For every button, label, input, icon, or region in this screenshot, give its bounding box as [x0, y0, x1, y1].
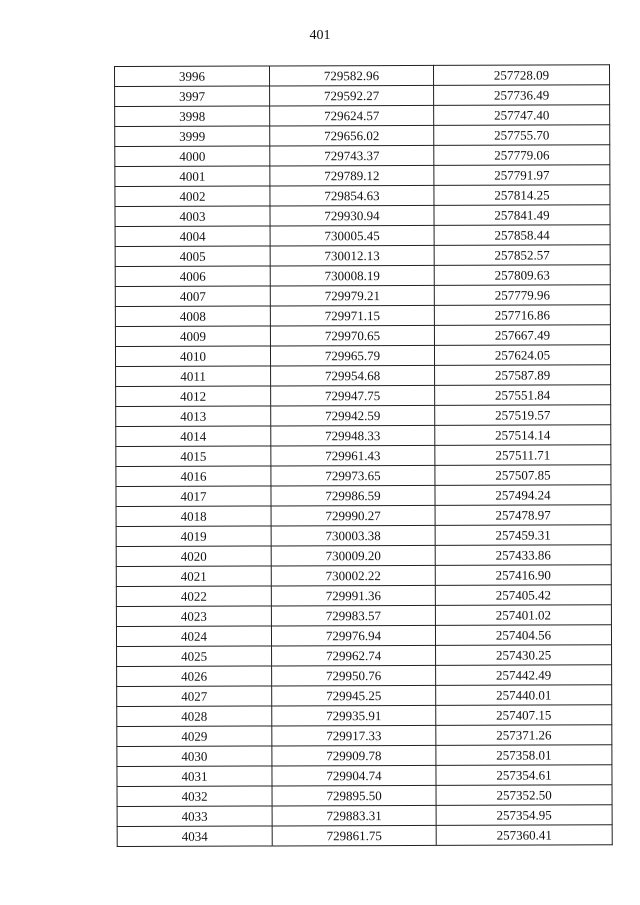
- table-row: [116, 565, 611, 587]
- y-coordinate-cell: 257442.49: [436, 665, 612, 686]
- table-row: [115, 325, 610, 347]
- point-number-cell: 4032: [117, 786, 272, 807]
- table-row: [115, 265, 610, 287]
- y-coordinate-cell: 257852.57: [434, 245, 610, 266]
- point-number-cell: 4004: [115, 226, 270, 247]
- x-coordinate-cell: 729965.79: [270, 345, 434, 366]
- point-number-cell: 4003: [115, 206, 270, 227]
- point-number-cell: 4018: [116, 506, 271, 527]
- point-number-cell: 4001: [115, 166, 270, 187]
- point-number-cell: 4034: [117, 826, 272, 847]
- table-row: [115, 105, 610, 127]
- x-coordinate-cell: 729945.25: [272, 685, 436, 706]
- y-coordinate-cell: 257358.01: [436, 745, 612, 766]
- point-number-cell: 3996: [115, 66, 270, 87]
- x-coordinate-cell: 729917.33: [272, 725, 436, 746]
- point-number-cell: 4008: [115, 306, 270, 327]
- y-coordinate-cell: 257587.89: [435, 365, 611, 386]
- x-coordinate-cell: 729986.59: [271, 485, 435, 506]
- point-number-cell: 4024: [116, 626, 271, 647]
- x-coordinate-cell: 729983.57: [271, 605, 435, 626]
- coordinates-table-body: [115, 65, 613, 847]
- table-row: [115, 145, 610, 167]
- table-row: [116, 585, 611, 607]
- point-number-cell: 4000: [115, 146, 270, 167]
- table-row: [115, 285, 610, 307]
- x-coordinate-cell: 729930.94: [270, 205, 434, 226]
- y-coordinate-cell: 257354.61: [436, 765, 612, 786]
- x-coordinate-cell: 729976.94: [271, 625, 435, 646]
- y-coordinate-cell: 257519.57: [435, 405, 611, 426]
- table-row: [115, 125, 610, 147]
- table-row: [117, 745, 612, 767]
- y-coordinate-cell: 257791.97: [434, 165, 610, 186]
- table-row: [115, 165, 610, 187]
- table-row: [116, 505, 611, 527]
- y-coordinate-cell: 257405.42: [435, 585, 611, 606]
- page-number: 401: [309, 28, 331, 43]
- table-row: [117, 725, 612, 747]
- point-number-cell: 4023: [116, 606, 271, 627]
- x-coordinate-cell: 729592.27: [270, 85, 434, 106]
- x-coordinate-cell: 729990.27: [271, 505, 435, 526]
- point-number-cell: 4016: [116, 466, 271, 487]
- table-row: [115, 205, 610, 227]
- point-number-cell: 4005: [115, 246, 270, 267]
- y-coordinate-cell: 257507.85: [435, 465, 611, 486]
- x-coordinate-cell: 730002.22: [271, 565, 435, 586]
- y-coordinate-cell: 257747.40: [434, 105, 610, 126]
- x-coordinate-cell: 729582.96: [270, 65, 434, 86]
- x-coordinate-cell: 729962.74: [272, 645, 436, 666]
- y-coordinate-cell: 257440.01: [436, 685, 612, 706]
- y-coordinate-cell: 257401.02: [435, 605, 611, 626]
- x-coordinate-cell: 729656.02: [270, 125, 434, 146]
- table-row: [117, 805, 612, 827]
- x-coordinate-cell: 729789.12: [270, 165, 434, 186]
- x-coordinate-cell: 729948.33: [271, 425, 435, 446]
- point-number-cell: 3998: [115, 106, 270, 127]
- x-coordinate-cell: 729973.65: [271, 465, 435, 486]
- coordinates-table: [114, 64, 613, 847]
- y-coordinate-cell: 257404.56: [435, 625, 611, 646]
- point-number-cell: 4009: [115, 326, 270, 347]
- table-row: [116, 545, 611, 567]
- point-number-cell: 4007: [115, 286, 270, 307]
- y-coordinate-cell: 257371.26: [436, 725, 612, 746]
- x-coordinate-cell: 729961.43: [271, 445, 435, 466]
- x-coordinate-cell: 729979.21: [270, 285, 434, 306]
- y-coordinate-cell: 257407.15: [436, 705, 612, 726]
- point-number-cell: 4022: [116, 586, 271, 607]
- table-row: [115, 65, 610, 87]
- x-coordinate-cell: 729942.59: [271, 405, 435, 426]
- table-row: [115, 305, 610, 327]
- table-row: [116, 465, 611, 487]
- x-coordinate-cell: 729950.76: [272, 665, 436, 686]
- x-coordinate-cell: 730005.45: [270, 225, 434, 246]
- y-coordinate-cell: 257551.84: [435, 385, 611, 406]
- x-coordinate-cell: 729895.50: [272, 785, 436, 806]
- point-number-cell: 3997: [115, 86, 270, 107]
- point-number-cell: 4026: [117, 666, 272, 687]
- y-coordinate-cell: 257779.06: [434, 145, 610, 166]
- y-coordinate-cell: 257814.25: [434, 185, 610, 206]
- x-coordinate-cell: 729743.37: [270, 145, 434, 166]
- table-row: [115, 185, 610, 207]
- x-coordinate-cell: 729861.75: [272, 825, 436, 846]
- x-coordinate-cell: 729854.63: [270, 185, 434, 206]
- y-coordinate-cell: 257809.63: [434, 265, 610, 286]
- point-number-cell: 4015: [116, 446, 271, 467]
- point-number-cell: 4006: [115, 266, 270, 287]
- x-coordinate-cell: 729971.15: [270, 305, 434, 326]
- y-coordinate-cell: 257755.70: [434, 125, 610, 146]
- x-coordinate-cell: 729909.78: [272, 745, 436, 766]
- x-coordinate-cell: 729624.57: [270, 105, 434, 126]
- point-number-cell: 4031: [117, 766, 272, 787]
- point-number-cell: 4013: [116, 406, 271, 427]
- table-row: [116, 425, 611, 447]
- point-number-cell: 4027: [117, 686, 272, 707]
- y-coordinate-cell: 257716.86: [434, 305, 610, 326]
- y-coordinate-cell: 257352.50: [436, 785, 612, 806]
- y-coordinate-cell: 257416.90: [435, 565, 611, 586]
- table-row: [116, 385, 611, 407]
- table-row: [117, 825, 612, 847]
- point-number-cell: 4014: [116, 426, 271, 447]
- x-coordinate-cell: 729954.68: [271, 365, 435, 386]
- x-coordinate-cell: 730009.20: [271, 545, 435, 566]
- x-coordinate-cell: 729935.91: [272, 705, 436, 726]
- x-coordinate-cell: 730008.19: [270, 265, 434, 286]
- point-number-cell: 4030: [117, 746, 272, 767]
- point-number-cell: 4017: [116, 486, 271, 507]
- point-number-cell: 4002: [115, 186, 270, 207]
- table-row: [116, 525, 611, 547]
- table-row: [115, 245, 610, 267]
- point-number-cell: 4019: [116, 526, 271, 547]
- table-row: [116, 485, 611, 507]
- y-coordinate-cell: 257360.41: [436, 825, 612, 846]
- table-row: [115, 85, 610, 107]
- point-number-cell: 4012: [116, 386, 271, 407]
- table-row: [116, 365, 611, 387]
- table-row: [116, 405, 611, 427]
- y-coordinate-cell: 257494.24: [435, 485, 611, 506]
- y-coordinate-cell: 257841.49: [434, 205, 610, 226]
- y-coordinate-cell: 257433.86: [435, 545, 611, 566]
- table-row: [117, 785, 612, 807]
- table-row: [116, 445, 611, 467]
- point-number-cell: 4033: [117, 806, 272, 827]
- table-row: [117, 705, 612, 727]
- table-row: [115, 345, 610, 367]
- point-number-cell: 4029: [117, 726, 272, 747]
- x-coordinate-cell: 729991.36: [271, 585, 435, 606]
- y-coordinate-cell: 257779.96: [434, 285, 610, 306]
- point-number-cell: 4028: [117, 706, 272, 727]
- y-coordinate-cell: 257736.49: [434, 85, 610, 106]
- table-row: [116, 605, 611, 627]
- x-coordinate-cell: 730003.38: [271, 525, 435, 546]
- y-coordinate-cell: 257514.14: [435, 425, 611, 446]
- y-coordinate-cell: 257511.71: [435, 445, 611, 466]
- y-coordinate-cell: 257667.49: [434, 325, 610, 346]
- x-coordinate-cell: 729947.75: [271, 385, 435, 406]
- table-row: [117, 665, 612, 687]
- y-coordinate-cell: 257728.09: [433, 65, 609, 86]
- table-row: [116, 625, 611, 647]
- point-number-cell: 4010: [115, 346, 270, 367]
- x-coordinate-cell: 729904.74: [272, 765, 436, 786]
- point-number-cell: 4025: [117, 646, 272, 667]
- table-row: [117, 645, 612, 667]
- x-coordinate-cell: 729883.31: [272, 805, 436, 826]
- x-coordinate-cell: 729970.65: [270, 325, 434, 346]
- y-coordinate-cell: 257858.44: [434, 225, 610, 246]
- y-coordinate-cell: 257459.31: [435, 525, 611, 546]
- table-row: [117, 765, 612, 787]
- x-coordinate-cell: 730012.13: [270, 245, 434, 266]
- point-number-cell: 3999: [115, 126, 270, 147]
- table-row: [117, 685, 612, 707]
- y-coordinate-cell: 257354.95: [436, 805, 612, 826]
- y-coordinate-cell: 257430.25: [436, 645, 612, 666]
- point-number-cell: 4011: [116, 366, 271, 387]
- point-number-cell: 4020: [116, 546, 271, 567]
- y-coordinate-cell: 257478.97: [435, 505, 611, 526]
- y-coordinate-cell: 257624.05: [434, 345, 610, 366]
- table-row: [115, 225, 610, 247]
- point-number-cell: 4021: [116, 566, 271, 587]
